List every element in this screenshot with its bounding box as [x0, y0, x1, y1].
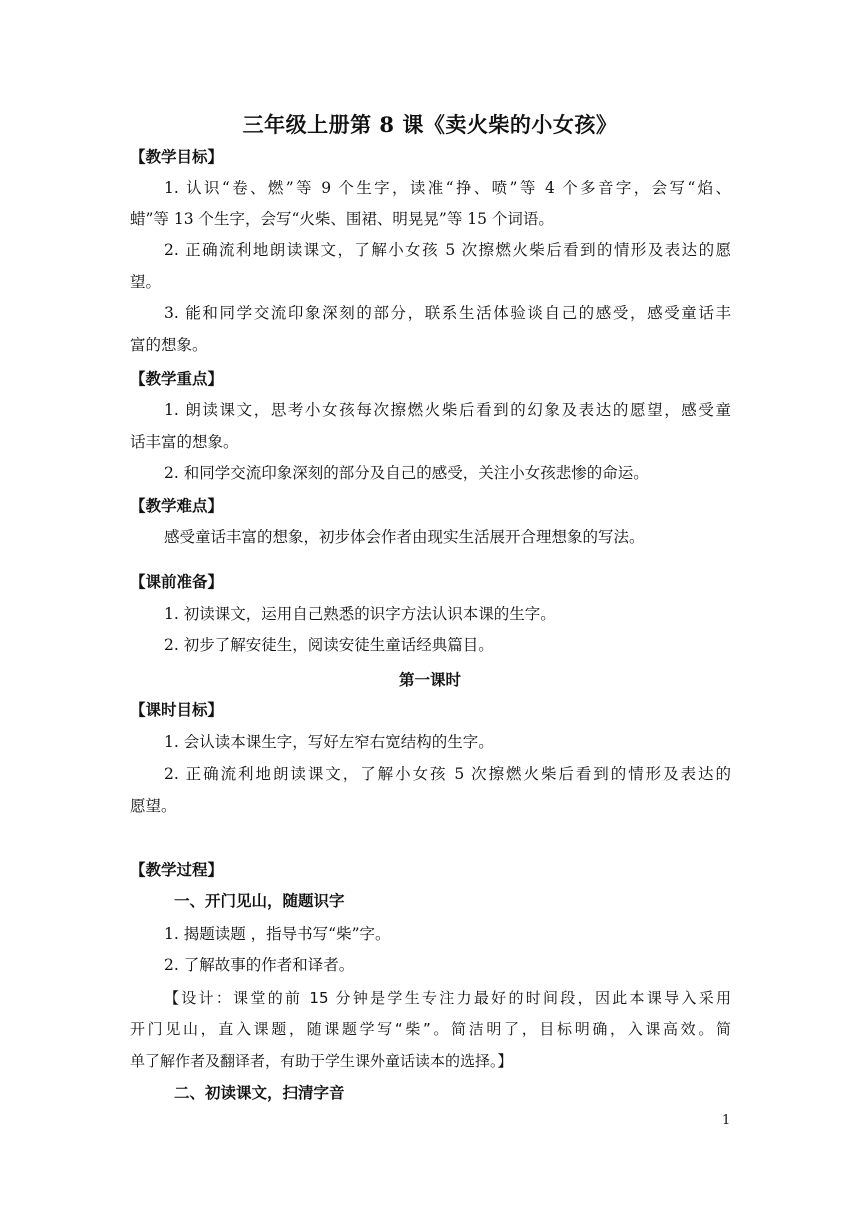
goal-2-line-2: 望。 — [130, 273, 162, 291]
difficulty-1: 感受童话丰富的想象，初步体会作者由现实生活展开合理想象的写法。 — [164, 528, 645, 546]
key-point-1-line-2: 话丰富的想象。 — [130, 433, 239, 451]
document-title: 三年级上册第 8 课《卖火柴的小女孩》 — [242, 112, 618, 137]
preparation-heading: 【课前准备】 — [130, 572, 224, 591]
page-number: 1 — [722, 1113, 731, 1128]
step-2-heading: 二、初读课文，扫清字音 — [174, 1083, 345, 1102]
step-1-item-2: 2. 了解故事的作者和译者。 — [164, 956, 355, 974]
goal-2-line-1: 2. 正确流利地朗读课文，了解小女孩 5 次擦燃火柴后看到的情形及表达的愿 — [164, 241, 731, 259]
difficulty-heading: 【教学难点】 — [130, 496, 224, 515]
design-note-line-3: 单了解作者及翻译者，有助于学生课外童话读本的选择。】 — [130, 1052, 513, 1070]
step-1-item-1: 1. 揭题读题 ，指导书写“柴”字。 — [164, 925, 391, 943]
lesson-title: 第一课时 — [398, 670, 461, 689]
preparation-1: 1. 初读课文，运用自己熟悉的识字方法认识本课的生字。 — [164, 605, 556, 623]
goal-1-line-1: 1. 认识“卷、燃”等 9 个生字，读准“挣、喷”等 4 个多音字，会写“焰、 — [164, 179, 731, 197]
step-1-heading: 一、开门见山，随题识字 — [174, 891, 345, 910]
goals-heading: 【教学目标】 — [130, 147, 224, 166]
goal-3-line-2: 富的想象。 — [130, 336, 208, 354]
design-note-line-1: 【设计：课堂的前 15 分钟是学生专注力最好的时间段，因此本课导入采用 — [164, 989, 731, 1007]
key-point-2: 2. 和同学交流印象深刻的部分及自己的感受，关注小女孩悲惨的命运。 — [164, 464, 649, 482]
preparation-2: 2. 初步了解安徒生，阅读安徒生童话经典篇目。 — [164, 636, 494, 654]
lesson-goal-2-line-1: 2. 正确流利地朗读课文，了解小女孩 5 次擦燃火柴后看到的情形及表达的 — [164, 765, 731, 783]
goal-1-line-2: 蜡”等 13 个生字，会写“火柴、围裙、明晃晃”等 15 个词语。 — [130, 210, 554, 228]
goal-3-line-1: 3. 能和同学交流印象深刻的部分，联系生活体验谈自己的感受，感受童话丰 — [164, 304, 731, 322]
key-points-heading: 【教学重点】 — [130, 369, 224, 388]
process-heading: 【教学过程】 — [130, 860, 224, 879]
lesson-goal-2-line-2: 愿望。 — [130, 797, 177, 815]
design-note-line-2: 开门见山，直入课题，随课题学写“柴”。简洁明了，目标明确，入课高效。简 — [130, 1020, 731, 1038]
lesson-goal-1: 1. 会认读本课生字，写好左窄右宽结构的生字。 — [164, 733, 494, 751]
lesson-goals-heading: 【课时目标】 — [130, 700, 224, 719]
key-point-1-line-1: 1. 朗读课文，思考小女孩每次擦燃火柴后看到的幻象及表达的愿望，感受童 — [164, 401, 731, 419]
